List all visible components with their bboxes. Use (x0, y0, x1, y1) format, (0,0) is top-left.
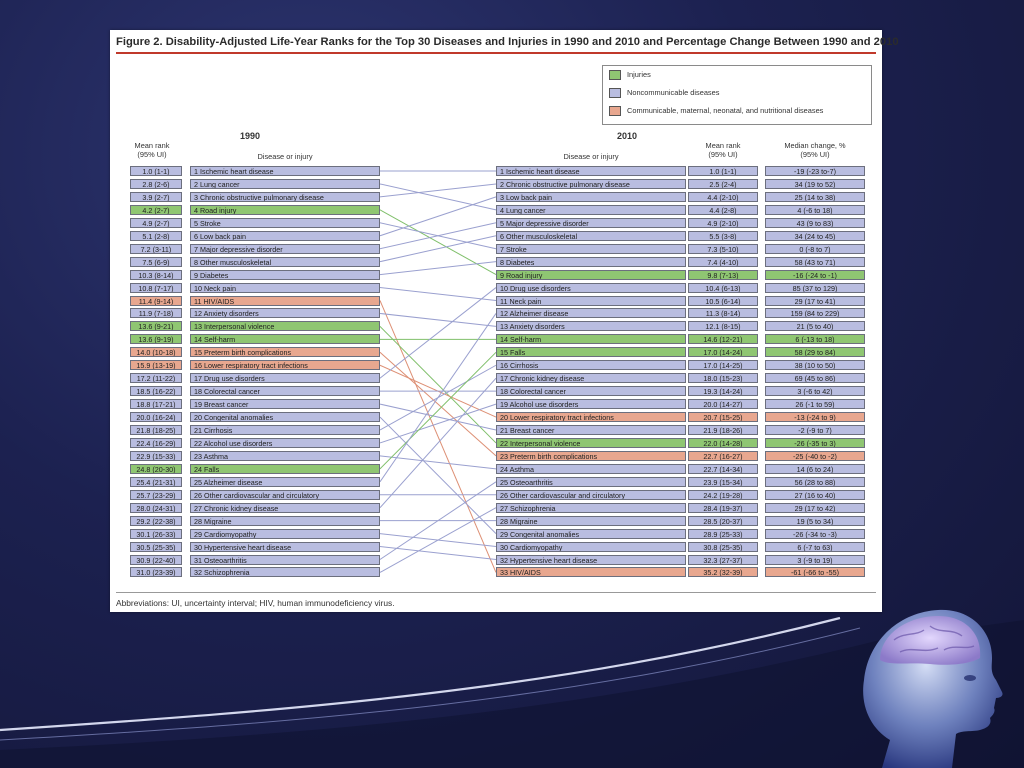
year-1990-label: 1990 (240, 131, 261, 141)
rank-2010-cell: 28.9 (25-33) (688, 529, 758, 539)
rank-2010-cell: 1.0 (1-1) (688, 166, 758, 176)
rank-2010-cell: 4.4 (2-8) (688, 205, 758, 215)
rank-2010-cell: 11.3 (8-14) (688, 308, 758, 318)
disease-2010-cell: 28 Migraine (496, 516, 686, 526)
disease-1990-cell: 16 Lower respiratory tract infections (190, 360, 380, 370)
rank-1990-cell: 18.5 (16-22) (130, 386, 182, 396)
rank-2010-cell: 10.5 (6-14) (688, 296, 758, 306)
rank-1990-cell: 22.4 (16-29) (130, 438, 182, 448)
disease-1990-cell: 2 Lung cancer (190, 179, 380, 189)
rank-connector-line (380, 547, 496, 560)
change-2010-cell: 43 (9 to 83) (765, 218, 865, 228)
rank-1990-cell: 25.7 (23-29) (130, 490, 182, 500)
header-line: (95% UI) (708, 150, 738, 159)
figure-panel (110, 30, 899, 612)
rank-1990-cell: 30.1 (26-33) (130, 529, 182, 539)
disease-1990-cell: 6 Low back pain (190, 231, 380, 241)
rank-connector-line (380, 184, 496, 210)
rank-2010-cell: 22.7 (14-34) (688, 464, 758, 474)
rank-1990-cell: 2.8 (2-6) (130, 179, 182, 189)
rank-1990-cell: 30.5 (25-35) (130, 542, 182, 552)
disease-1990-cell: 24 Falls (190, 464, 380, 474)
disease-1990-cell: 28 Migraine (190, 516, 380, 526)
disease-2010-cell: 33 HIV/AIDS (496, 567, 686, 577)
disease-1990-cell: 14 Self-harm (190, 334, 380, 344)
header-line: Mean rank (705, 141, 741, 150)
rank-2010-cell: 5.5 (3-8) (688, 231, 758, 241)
legend-label: Injuries (627, 70, 651, 79)
rank-1990-cell: 3.9 (2-7) (130, 192, 182, 202)
disease-1990-cell: 23 Asthma (190, 451, 380, 461)
disease-2010-cell: 19 Alcohol use disorders (496, 399, 686, 409)
rank-2010-cell: 9.8 (7-13) (688, 270, 758, 280)
rank-1990-cell: 7.2 (3-11) (130, 244, 182, 254)
rank-2010-cell: 4.9 (2-10) (688, 218, 758, 228)
change-2010-cell: 34 (24 to 45) (765, 231, 865, 241)
disease-2010-cell: 23 Preterm birth complications (496, 451, 686, 461)
rank-2010-cell: 23.9 (15-34) (688, 477, 758, 487)
disease-1990-cell: 3 Chronic obstructive pulmonary disease (190, 192, 380, 202)
change-2010-cell: -26 (-35 to 3) (765, 438, 865, 448)
change-2010-cell: 0 (-8 to 7) (765, 244, 865, 254)
change-2010-cell: 25 (14 to 38) (765, 192, 865, 202)
rank-1990-cell: 10.8 (7-17) (130, 283, 182, 293)
rank-1990-cell: 17.2 (11-22) (130, 373, 182, 383)
change-2010-cell: 29 (17 to 41) (765, 296, 865, 306)
rank-connector-line (380, 288, 496, 379)
disease-2010-cell: 16 Cirrhosis (496, 360, 686, 370)
rank-connector-line (380, 210, 496, 275)
rank-2010-cell: 19.3 (14-24) (688, 386, 758, 396)
change-2010-cell: 159 (84 to 229) (765, 308, 865, 318)
rank-1990-cell: 28.0 (24-31) (130, 503, 182, 513)
rank-1990-cell: 1.0 (1-1) (130, 166, 182, 176)
change-2010-cell: -26 (-34 to -3) (765, 529, 865, 539)
rank-connector-line (380, 301, 496, 573)
disease-2010-cell: 25 Osteoarthritis (496, 477, 686, 487)
disease-1990-cell: 26 Other cardiovascular and circulatory (190, 490, 380, 500)
disease-2010-cell: 14 Self-harm (496, 334, 686, 344)
rank-connector-line (380, 197, 496, 236)
disease-1990-cell: 10 Neck pain (190, 283, 380, 293)
disease-2010-cell: 17 Chronic kidney disease (496, 373, 686, 383)
disease-1990-cell: 32 Schizophrenia (190, 567, 380, 577)
change-2010-cell: 6 (-13 to 18) (765, 334, 865, 344)
change-2010-cell: 58 (43 to 71) (765, 257, 865, 267)
rank-connector-line (380, 417, 496, 534)
rank-2010-cell: 7.4 (4-10) (688, 257, 758, 267)
disease-1990-cell: 22 Alcohol use disorders (190, 438, 380, 448)
rank-1990-cell: 29.2 (22-38) (130, 516, 182, 526)
change-2010-cell: 14 (6 to 24) (765, 464, 865, 474)
rank-2010-cell: 12.1 (8-15) (688, 321, 758, 331)
rank-1990-cell: 25.4 (21-31) (130, 477, 182, 487)
rank-2010-cell: 32.3 (27-37) (688, 555, 758, 565)
change-2010-cell: 27 (16 to 40) (765, 490, 865, 500)
change-2010-cell: -61 (-66 to -55) (765, 567, 865, 577)
rank-2010-cell: 14.6 (12-21) (688, 334, 758, 344)
disease-1990-cell: 27 Chronic kidney disease (190, 503, 380, 513)
rank-connector-line (380, 288, 496, 301)
disease-1990-cell: 11 HIV/AIDS (190, 296, 380, 306)
rank-connector-line (380, 262, 496, 275)
change-2010-cell: 3 (-6 to 42) (765, 386, 865, 396)
rank-1990-cell: 20.0 (16-24) (130, 412, 182, 422)
rank-2010-cell: 35.2 (32-39) (688, 567, 758, 577)
change-2010-cell: 56 (28 to 88) (765, 477, 865, 487)
change-2010-cell: -19 (-23 to-7) (765, 166, 865, 176)
disease-2010-cell: 18 Colorectal cancer (496, 386, 686, 396)
rank-1990-cell: 4.9 (2-7) (130, 218, 182, 228)
disease-1990-cell: 31 Osteoarthritis (190, 555, 380, 565)
disease-1990-cell: 25 Alzheimer disease (190, 477, 380, 487)
rank-2010-cell: 18.0 (15-23) (688, 373, 758, 383)
disease-2010-cell: 32 Hypertensive heart disease (496, 555, 686, 565)
rank-1990-cell: 31.0 (23-39) (130, 567, 182, 577)
rank-1990-cell: 4.2 (2-7) (130, 205, 182, 215)
change-2010-cell: 85 (37 to 129) (765, 283, 865, 293)
disease-1990-cell: 5 Stroke (190, 218, 380, 228)
disease-1990-cell: 7 Major depressive disorder (190, 244, 380, 254)
rank-1990-cell: 11.4 (9-14) (130, 296, 182, 306)
disease-1990-cell: 8 Other musculoskeletal (190, 257, 380, 267)
change-2010-cell: -16 (-24 to -1) (765, 270, 865, 280)
rank-connector-line (380, 352, 496, 456)
rank-connector-line (380, 508, 496, 573)
disease-2010-cell: 5 Major depressive disorder (496, 218, 686, 228)
rank-connector-line (380, 456, 496, 469)
rank-2010-cell: 20.7 (15-25) (688, 412, 758, 422)
rank-2010-cell: 17.0 (14-24) (688, 347, 758, 357)
disease-2010-cell: 26 Other cardiovascular and circulatory (496, 490, 686, 500)
rank-2010-cell: 22.0 (14-28) (688, 438, 758, 448)
change-2010-cell: -25 (-40 to -2) (765, 451, 865, 461)
rank-1990-cell: 13.6 (9-19) (130, 334, 182, 344)
rank-2010-cell: 28.4 (19-37) (688, 503, 758, 513)
disease-2010-cell: 13 Anxiety disorders (496, 321, 686, 331)
rank-1990-cell: 11.9 (7-18) (130, 308, 182, 318)
rank-2010-cell: 28.5 (20-37) (688, 516, 758, 526)
disease-2010-cell: 24 Asthma (496, 464, 686, 474)
rank-connector-line (380, 352, 496, 469)
change-2010-cell: 21 (5 to 40) (765, 321, 865, 331)
disease-2010-cell: 11 Neck pain (496, 296, 686, 306)
change-2010-cell: 26 (-1 to 59) (765, 399, 865, 409)
disease-2010-cell: 2 Chronic obstructive pulmonary disease (496, 179, 686, 189)
year-2010-label: 2010 (617, 131, 638, 141)
change-2010-cell: 3 (-9 to 19) (765, 555, 865, 565)
disease-1990-cell: 1 Ischemic heart disease (190, 166, 380, 176)
header-line: (95% UI) (137, 150, 167, 159)
rank-1990-cell: 13.6 (9-21) (130, 321, 182, 331)
footnote-divider (116, 592, 876, 593)
rank-2010-cell: 4.4 (2-10) (688, 192, 758, 202)
rank-2010-cell: 30.8 (25-35) (688, 542, 758, 552)
header-line: Mean rank (134, 141, 170, 150)
rank-connector-line (380, 184, 496, 197)
disease-1990-cell: 20 Congenital anomalies (190, 412, 380, 422)
rank-connector-line (380, 326, 496, 443)
rank-2010-cell: 7.3 (5-10) (688, 244, 758, 254)
disease-1990-header: Disease or injury (257, 152, 313, 161)
change-2010-cell: 58 (29 to 84) (765, 347, 865, 357)
change-2010-cell: 4 (-6 to 18) (765, 205, 865, 215)
disease-2010-cell: 9 Road injury (496, 270, 686, 280)
disease-1990-cell: 19 Breast cancer (190, 399, 380, 409)
disease-1990-cell: 4 Road injury (190, 205, 380, 215)
rank-1990-cell: 5.1 (2-8) (130, 231, 182, 241)
change-2010-cell: 38 (10 to 50) (765, 360, 865, 370)
brain-head-icon (820, 600, 1024, 768)
change-2010-cell: -13 (-24 to 9) (765, 412, 865, 422)
change-2010-cell: 29 (17 to 42) (765, 503, 865, 513)
disease-1990-cell: 12 Anxiety disorders (190, 308, 380, 318)
rank-2010-cell: 21.9 (18-26) (688, 425, 758, 435)
disease-2010-cell: 3 Low back pain (496, 192, 686, 202)
disease-1990-cell: 18 Colorectal cancer (190, 386, 380, 396)
footnote: Abbreviations: UI, uncertainty interval; HIV, human immunodeficiency virus. (116, 598, 395, 608)
rank-2010-cell: 20.0 (14-27) (688, 399, 758, 409)
disease-2010-header: Disease or injury (563, 152, 619, 161)
disease-2010-cell: 29 Congenital anomalies (496, 529, 686, 539)
disease-2010-cell: 10 Drug use disorders (496, 283, 686, 293)
rank-1990-cell: 21.8 (18-25) (130, 425, 182, 435)
rank-2010-cell: 2.5 (2-4) (688, 179, 758, 189)
disease-2010-cell: 7 Stroke (496, 244, 686, 254)
rank-1990-cell: 14.0 (10-18) (130, 347, 182, 357)
disease-2010-cell: 1 Ischemic heart disease (496, 166, 686, 176)
rank-2010-cell: 24.2 (19-28) (688, 490, 758, 500)
legend-label: Communicable, maternal, neonatal, and nutritional diseases (627, 106, 824, 115)
disease-1990-cell: 15 Preterm birth complications (190, 347, 380, 357)
change-2010-cell: 19 (5 to 34) (765, 516, 865, 526)
rank-connector-line (380, 236, 496, 262)
disease-2010-cell: 15 Falls (496, 347, 686, 357)
rank-connector-line (380, 313, 496, 326)
rank-1990-cell: 22.9 (15-33) (130, 451, 182, 461)
change-2010-cell: 34 (19 to 52) (765, 179, 865, 189)
rank-2010-cell: 22.7 (16-27) (688, 451, 758, 461)
rank-1990-cell: 30.9 (22-40) (130, 555, 182, 565)
rank-1990-cell: 10.3 (8-14) (130, 270, 182, 280)
disease-1990-cell: 21 Cirrhosis (190, 425, 380, 435)
rank-1990-cell: 15.9 (13-19) (130, 360, 182, 370)
disease-2010-cell: 22 Interpersonal violence (496, 438, 686, 448)
disease-2010-cell: 30 Cardiomyopathy (496, 542, 686, 552)
header-line: Median change, % (784, 141, 846, 150)
disease-1990-cell: 30 Hypertensive heart disease (190, 542, 380, 552)
disease-2010-cell: 6 Other musculoskeletal (496, 231, 686, 241)
rank-2010-cell: 10.4 (6-13) (688, 283, 758, 293)
figure-title: Figure 2. Disability-Adjusted Life-Year Ranks for the Top 30 Diseases and Injuries in 1990 and 2010 and Percentage Change Between 1990 and 2010 (116, 36, 876, 54)
disease-2010-cell: 4 Lung cancer (496, 205, 686, 215)
disease-2010-cell: 8 Diabetes (496, 257, 686, 267)
disease-1990-cell: 13 Interpersonal violence (190, 321, 380, 331)
header-line: (95% UI) (800, 150, 830, 159)
rank-1990-cell: 7.5 (6-9) (130, 257, 182, 267)
rank-1990-cell: 24.8 (20-30) (130, 464, 182, 474)
legend-label: Noncommunicable diseases (627, 88, 720, 97)
change-2010-cell: 69 (45 to 86) (765, 373, 865, 383)
disease-2010-cell: 21 Breast cancer (496, 425, 686, 435)
disease-2010-cell: 12 Alzheimer disease (496, 308, 686, 318)
rank-connector-line (380, 404, 496, 430)
disease-1990-cell: 29 Cardiomyopathy (190, 529, 380, 539)
disease-1990-cell: 17 Drug use disorders (190, 373, 380, 383)
disease-2010-cell: 20 Lower respiratory tract infections (496, 412, 686, 422)
disease-2010-cell: 27 Schizophrenia (496, 503, 686, 513)
rank-1990-cell: 18.8 (17-21) (130, 399, 182, 409)
rank-2010-cell: 17.0 (14-25) (688, 360, 758, 370)
change-2010-cell: 6 (-7 to 63) (765, 542, 865, 552)
disease-1990-cell: 9 Diabetes (190, 270, 380, 280)
change-2010-cell: -2 (-9 to 7) (765, 425, 865, 435)
